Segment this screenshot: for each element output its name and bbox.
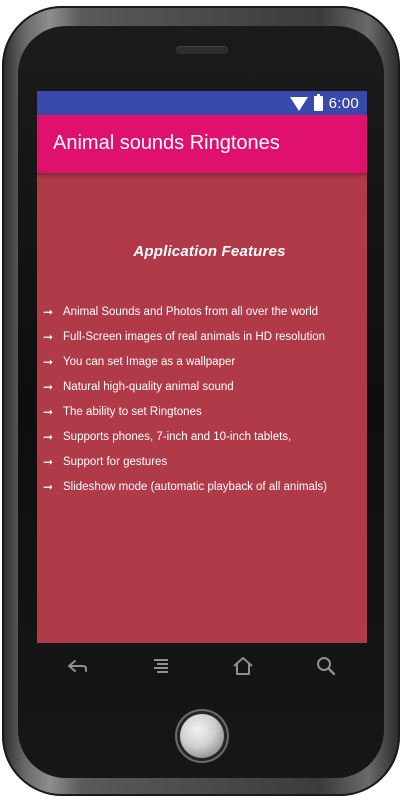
earpiece — [176, 46, 228, 54]
home-icon[interactable] — [230, 653, 256, 679]
feature-text: Full-Screen images of real animals in HD resolution — [63, 331, 326, 343]
menu-icon[interactable] — [148, 653, 174, 679]
app-bar — [37, 115, 367, 173]
feature-text: Support for gestures — [63, 456, 168, 468]
arrow-icon: ➞ — [43, 305, 54, 319]
app-screen — [37, 91, 367, 643]
feature-item — [37, 429, 367, 449]
battery-icon — [314, 96, 323, 111]
feature-item — [37, 304, 367, 324]
feature-text: You can set Image as a wallpaper — [63, 356, 236, 368]
feature-item — [37, 404, 367, 424]
hardware-home-button[interactable] — [180, 714, 224, 758]
arrow-icon: ➞ — [43, 455, 54, 469]
feature-item — [37, 454, 367, 474]
arrow-icon: ➞ — [43, 355, 54, 369]
status-time: 6:00 — [328, 94, 359, 112]
app-title: Animal sounds Ringtones — [53, 132, 280, 154]
arrow-icon: ➞ — [43, 405, 54, 419]
feature-text: Animal Sounds and Photos from all over the world — [63, 306, 319, 318]
feature-text: Natural high-quality animal sound — [63, 381, 234, 393]
feature-item — [37, 329, 367, 349]
wifi-icon — [290, 97, 308, 111]
feature-text: The ability to set Ringtones — [63, 406, 202, 418]
arrow-icon: ➞ — [43, 380, 54, 394]
status-icons — [290, 94, 359, 112]
arrow-icon: ➞ — [43, 330, 54, 344]
navigation-bar — [37, 643, 367, 691]
feature-item — [37, 354, 367, 374]
status-bar — [37, 91, 367, 115]
search-icon[interactable] — [313, 653, 339, 679]
feature-text: Supports phones, 7-inch and 10-inch tablets, — [63, 431, 292, 443]
feature-item — [37, 379, 367, 399]
arrow-icon: ➞ — [43, 430, 54, 444]
feature-text: Slideshow mode (automatic playback of all animals) — [63, 481, 327, 493]
feature-item — [37, 479, 367, 499]
features-heading: Application Features — [133, 243, 286, 260]
arrow-icon: ➞ — [43, 480, 54, 494]
back-icon[interactable] — [64, 653, 90, 679]
